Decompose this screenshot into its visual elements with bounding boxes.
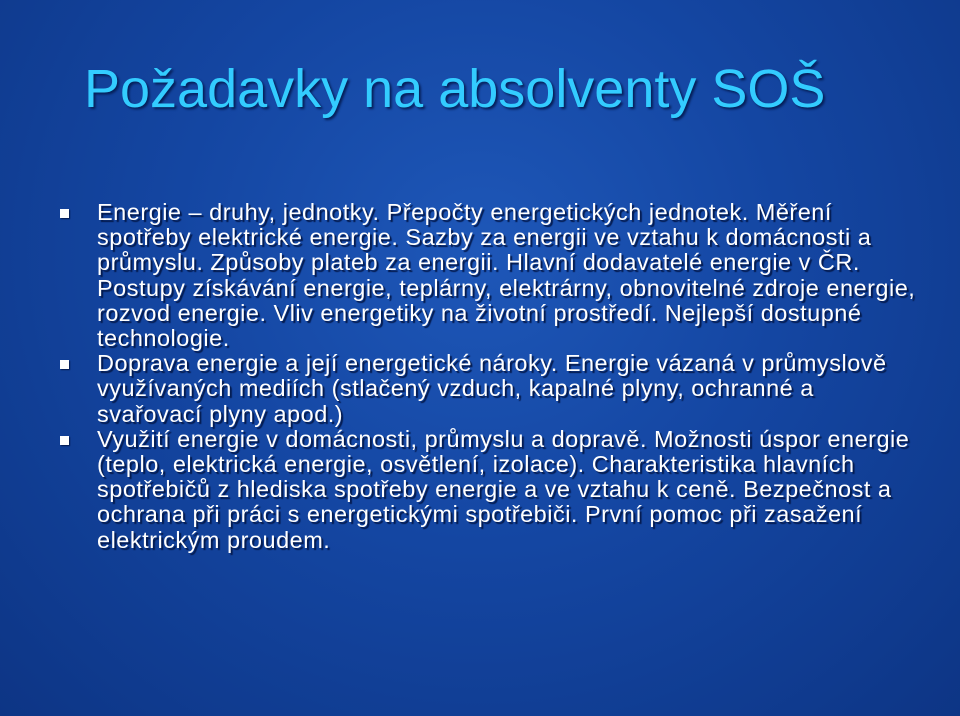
bullet-item-energy <box>56 200 916 351</box>
bullet-text: Doprava energie a její energetické nároky. Energie vázaná v průmyslově využívaných mediích (stlačený vzduch, kapalné plyny, ochranné a svařovací plyny apod.) <box>97 350 887 427</box>
bullet-text: Energie – druhy, jednotky. Přepočty energetických jednotek. Měření spotřeby elektrické energie. Sazby za energii ve vztahu k domácnosti a průmyslu. Způsoby plateb za energii. Hlavní dodavatelé energie v ČR. Postupy získávání energie, teplárny, elektrárny, obnovitelné zdroje energie, rozvod energie. Vliv energetiky na životní prostředí. Nejlepší dostupné technologie. <box>97 199 916 352</box>
square-bullet-icon <box>60 360 69 369</box>
bullet-item-usage <box>56 427 916 553</box>
bullet-item-transport <box>56 351 916 427</box>
square-bullet-icon <box>60 209 69 218</box>
square-bullet-icon <box>60 436 69 445</box>
slide-title: Požadavky na absolventy SOŠ <box>84 59 826 119</box>
bullet-text: Využití energie v domácnosti, průmyslu a dopravě. Možnosti úspor energie (teplo, elektrická energie, osvětlení, izolace). Charakteristika hlavních spotřebičů z hlediska spotřeby energie a ve vztahu k ceně. Bezpečnost a ochrana při práci s energetickými spotřebiči. První pomoc při zasažení elektrickým proudem. <box>97 425 910 553</box>
bullet-list <box>56 200 916 553</box>
